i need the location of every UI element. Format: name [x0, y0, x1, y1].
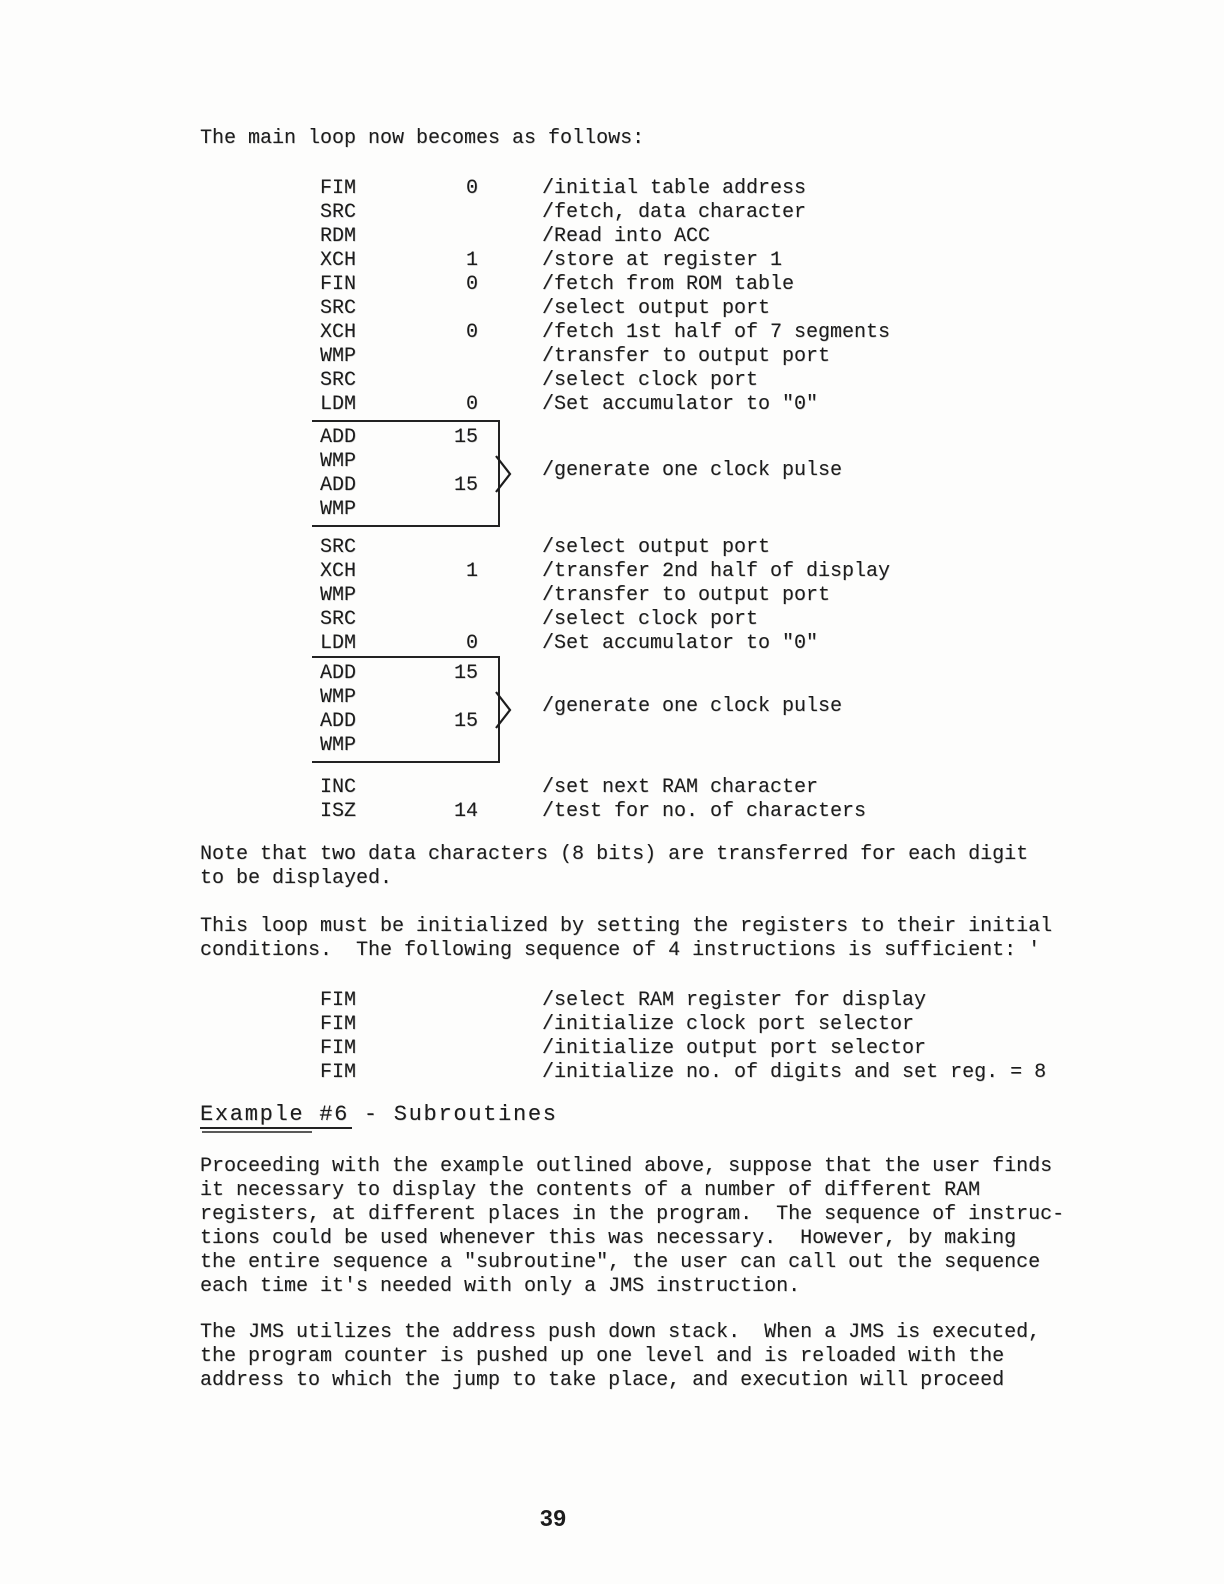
comment: /Read into ACC — [542, 225, 711, 248]
operand: 1 — [465, 249, 478, 272]
comment: /store at register 1 — [542, 249, 783, 272]
text-line: to be displayed. — [200, 867, 393, 890]
operand: 0 — [465, 177, 478, 200]
comment: /transfer to output port — [542, 345, 831, 368]
mnemonic: ADD — [320, 710, 357, 733]
text-line: address to which the jump to take place, and execution will proceed — [200, 1369, 1005, 1392]
comment: /transfer to output port — [542, 584, 831, 607]
mnemonic: WMP — [320, 450, 357, 473]
mnemonic: WMP — [320, 345, 357, 368]
comment: /select clock port — [542, 369, 759, 392]
comment: /fetch, data character — [542, 201, 807, 224]
text-line: it necessary to display the contents of a number of different RAM — [200, 1179, 981, 1202]
mnemonic: ISZ — [320, 800, 357, 823]
comment: /initialize output port selector — [542, 1037, 927, 1060]
comment: /set next RAM character — [542, 776, 819, 799]
text-line: the program counter is pushed up one level and is reloaded with the — [200, 1345, 1005, 1368]
mnemonic: FIM — [320, 989, 357, 1012]
pulse-comment-2: /generate one clock pulse — [542, 695, 843, 718]
comment: /fetch from ROM table — [542, 273, 795, 296]
mnemonic: SRC — [320, 297, 357, 320]
mnemonic: RDM — [320, 225, 357, 248]
comment: /initial table address — [542, 177, 807, 200]
text-line: This loop must be initialized by setting the registers to their initial — [200, 915, 1053, 938]
comment: /Set accumulator to "0" — [542, 393, 819, 416]
text-line: tions could be used whenever this was necessary. However, by making — [200, 1227, 1017, 1250]
paragraph-example — [200, 1155, 1064, 1299]
paragraph-jms — [200, 1321, 1040, 1393]
comment: /initialize no. of digits and set reg. = 8 — [542, 1061, 1047, 1084]
operand: 15 — [453, 426, 478, 449]
mnemonic: ADD — [320, 426, 357, 449]
mnemonic: SRC — [320, 201, 357, 224]
heading-underline-doubled — [202, 1131, 312, 1133]
mnemonic: XCH — [320, 321, 357, 344]
comment: /select output port — [542, 536, 771, 559]
operand: 15 — [453, 710, 478, 733]
mnemonic: FIN — [320, 273, 357, 296]
text-line: each time it's needed with only a JMS instruction. — [200, 1275, 801, 1298]
mnemonic: FIM — [320, 1013, 357, 1036]
comment: /select output port — [542, 297, 771, 320]
text-line: Proceeding with the example outlined above, suppose that the user finds — [200, 1155, 1053, 1178]
mnemonic: SRC — [320, 536, 357, 559]
mnemonic: LDM — [320, 393, 357, 416]
comment: /transfer 2nd half of display — [542, 560, 891, 583]
paragraph-init — [200, 915, 1052, 963]
comment: /select clock port — [542, 608, 759, 631]
operand: 15 — [453, 662, 478, 685]
mnemonic: ADD — [320, 474, 357, 497]
operand: 15 — [453, 474, 478, 497]
comment: /Set accumulator to "0" — [542, 632, 819, 655]
intro-line: The main loop now becomes as follows: — [200, 127, 645, 150]
text-line: the entire sequence a "subroutine", the user can call out the sequence — [200, 1251, 1041, 1274]
mnemonic: FIM — [320, 1037, 357, 1060]
mnemonic: ADD — [320, 662, 357, 685]
brace-chevron-icon — [495, 455, 512, 493]
brace-chevron-icon — [495, 691, 512, 729]
text-line: The JMS utilizes the address push down stack. When a JMS is executed, — [200, 1321, 1041, 1344]
mnemonic: LDM — [320, 632, 357, 655]
mnemonic: INC — [320, 776, 357, 799]
comment: /initialize clock port selector — [542, 1013, 915, 1036]
mnemonic: XCH — [320, 560, 357, 583]
mnemonic: WMP — [320, 734, 357, 757]
operand: 0 — [465, 632, 478, 655]
comment: /test for no. of characters — [542, 800, 867, 823]
heading-rest: - Subroutines — [349, 1102, 558, 1127]
comment: /select RAM register for display — [542, 989, 927, 1012]
mnemonic: WMP — [320, 498, 357, 521]
operand: 0 — [465, 273, 478, 296]
mnemonic: SRC — [320, 608, 357, 631]
comment: /fetch 1st half of 7 segments — [542, 321, 891, 344]
mnemonic: XCH — [320, 249, 357, 272]
heading-underlined-part: Example #6 — [200, 1102, 350, 1127]
mnemonic: WMP — [320, 584, 357, 607]
section-heading — [200, 1103, 558, 1127]
text-line: registers, at different places in the program. The sequence of instruc- — [200, 1203, 1065, 1226]
mnemonic: WMP — [320, 686, 357, 709]
operand: 1 — [465, 560, 478, 583]
operand: 0 — [465, 321, 478, 344]
operand: 14 — [453, 800, 478, 823]
mnemonic: SRC — [320, 369, 357, 392]
pulse-comment-1: /generate one clock pulse — [542, 459, 843, 482]
page-number: 39 — [540, 1505, 567, 1531]
text-line: conditions. The following sequence of 4 instructions is sufficient: ' — [200, 939, 1041, 962]
mnemonic: FIM — [320, 177, 357, 200]
text-line: Note that two data characters (8 bits) are transferred for each digit — [200, 843, 1029, 866]
mnemonic: FIM — [320, 1061, 357, 1084]
operand: 0 — [465, 393, 478, 416]
heading-underline — [200, 1127, 352, 1129]
paragraph-note — [200, 843, 1028, 891]
